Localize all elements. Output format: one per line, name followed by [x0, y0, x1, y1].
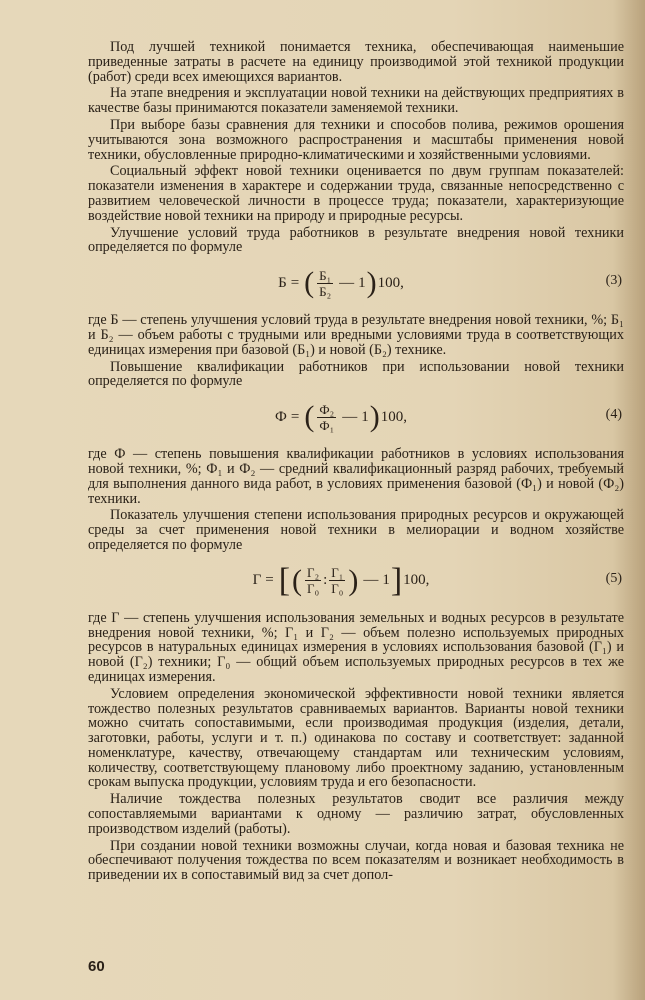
formula-number: (4): [605, 407, 622, 423]
bracket-right: ]: [390, 561, 403, 599]
division-colon: :: [323, 572, 328, 589]
fraction: [305, 565, 321, 596]
paragraph: где Ф — степень повышения квалификации работников в условиях использования новой техники, %; Ф₁ и Ф₂ — средний квалификационный разряд рабочих, требуемый для выполнения данного вида работ, в условиях применения базовой (Ф₁) и новой (Ф₂) техники.: [88, 446, 624, 507]
fraction: [329, 565, 345, 596]
paragraph: Условием определения экономической эффективности новой техники является тождество полезных результатов сравниваемых вариантов. Варианты новой техники можно считать сопоставимыми, если производимая продукция (изделия, детали, заготовки, работы, услуги и т. п.) одинакова по составу и соответствует: заданной номенклатуре, качеству, отвечающему стандартам или техническим условиям, количеству, соответствующему плановому либо проектному заданию, установленным срокам выпуска продукции, условиям труда и его безопасности.: [88, 685, 624, 791]
numerator: Ф₂: [319, 401, 335, 417]
paragraph: Повышение квалификации работников при использовании новой техники определяется по формуле: [88, 358, 624, 390]
fraction: [317, 268, 333, 299]
multiplier: 100,: [380, 408, 407, 425]
formula-number: (3): [605, 273, 622, 289]
formula-5: [88, 559, 624, 603]
formula-4: [88, 395, 624, 439]
numerator: Б₁: [319, 267, 332, 283]
formula-3: [88, 261, 624, 305]
paragraph: Под лучшей техникой понимается техника, обеспечивающая наименьшие приведенные затраты в расчете на единицу производимой этой техникой продукции (работ) среди всех имеющихся вариантов.: [88, 39, 624, 85]
minus-sign: —: [363, 572, 379, 589]
page-number: 60: [88, 958, 105, 975]
numerator: Г₂: [307, 565, 320, 581]
paragraph: Наличие тождества полезных результатов сводит все различия между сопоставляемыми вариантами к одному — различию затрат, обусловленных производством изделий (работы).: [88, 791, 624, 837]
numerator: Г₁: [331, 565, 344, 581]
constant-one: 1: [358, 274, 366, 291]
denominator: Ф₁: [319, 417, 335, 433]
formula-number: (5): [605, 570, 622, 586]
bracket-left: [: [278, 561, 291, 599]
paren-left: (: [292, 563, 303, 597]
denominator: Б₂: [319, 283, 332, 299]
equals-sign: =: [290, 408, 300, 425]
multiplier: 100,: [403, 572, 430, 589]
equals-sign: =: [265, 572, 274, 589]
paragraph: Социальный эффект новой техники оценивается по двум группам показателей: показатели изменения в характере и содержании труда, связанные непосредственно с развитием человеческой личности в процессе труда; показатели, характеризующие воздействие новой техники на природу и природные ресурсы.: [88, 163, 624, 224]
paragraph: Улучшение условий труда работников в результате внедрения новой техники определяется по формуле: [88, 224, 624, 256]
paragraph: При создании новой техники возможны случаи, когда новая и базовая техника не обеспечивают получения тождества по всем показателям и возникает необходимость в приведении их в сопоставимый вид за счет допол-: [88, 837, 624, 884]
page-body: [88, 40, 624, 885]
constant-one: 1: [382, 572, 390, 589]
paragraph: При выборе базы сравнения для техники и способов полива, режимов орошения учитываются зона возможного распространения и масштабы применения новой техники, обусловленные природно-климатическими и хозяйственными условиями.: [88, 116, 624, 163]
minus-sign: —: [339, 274, 355, 291]
paren-right: ): [369, 400, 380, 434]
formula-lhs: Ф: [275, 408, 287, 425]
denominator: Г₀: [307, 581, 320, 597]
paragraph: На этапе внедрения и эксплуатации новой техники на действующих предприятиях в качестве базы принимаются показатели заменяемой техники.: [88, 85, 624, 117]
equals-sign: =: [290, 274, 300, 291]
paren-left: (: [304, 400, 315, 434]
paren-right: ): [348, 563, 359, 597]
paragraph: где Г — степень улучшения использования земельных и водных ресурсов в результате внедрения новой техники, %; Г₁ и Г₂ — объем полезно используемых природных ресурсов в натуральных единицах измерения в условиях использования базовой (Г₁) и новой (Г₂) техники; Г₀ — общий объем используемых природных ресурсов в тех же единицах измерения.: [88, 609, 624, 685]
denominator: Г₀: [331, 581, 344, 597]
multiplier: 100,: [377, 274, 404, 291]
formula-lhs: Г: [252, 572, 262, 589]
paragraph: Показатель улучшения степени использования природных ресурсов и окружающей среды за счет применения новой техники в мелиорации и водном хозяйстве определяется по формуле: [88, 507, 624, 553]
constant-one: 1: [361, 408, 369, 425]
formula-lhs: Б: [278, 274, 287, 291]
fraction: [317, 402, 336, 433]
minus-sign: —: [342, 408, 358, 425]
paragraph: где Б — степень улучшения условий труда в результате внедрения новой техники, %; Б₁ и Б₂ — объем работы с трудными или вредными условиями труда в соответствующих единицах измерения при базовой (Б₁) и новой (Б₂) технике.: [88, 312, 624, 358]
paren-right: ): [366, 266, 377, 300]
paren-left: (: [304, 266, 315, 300]
